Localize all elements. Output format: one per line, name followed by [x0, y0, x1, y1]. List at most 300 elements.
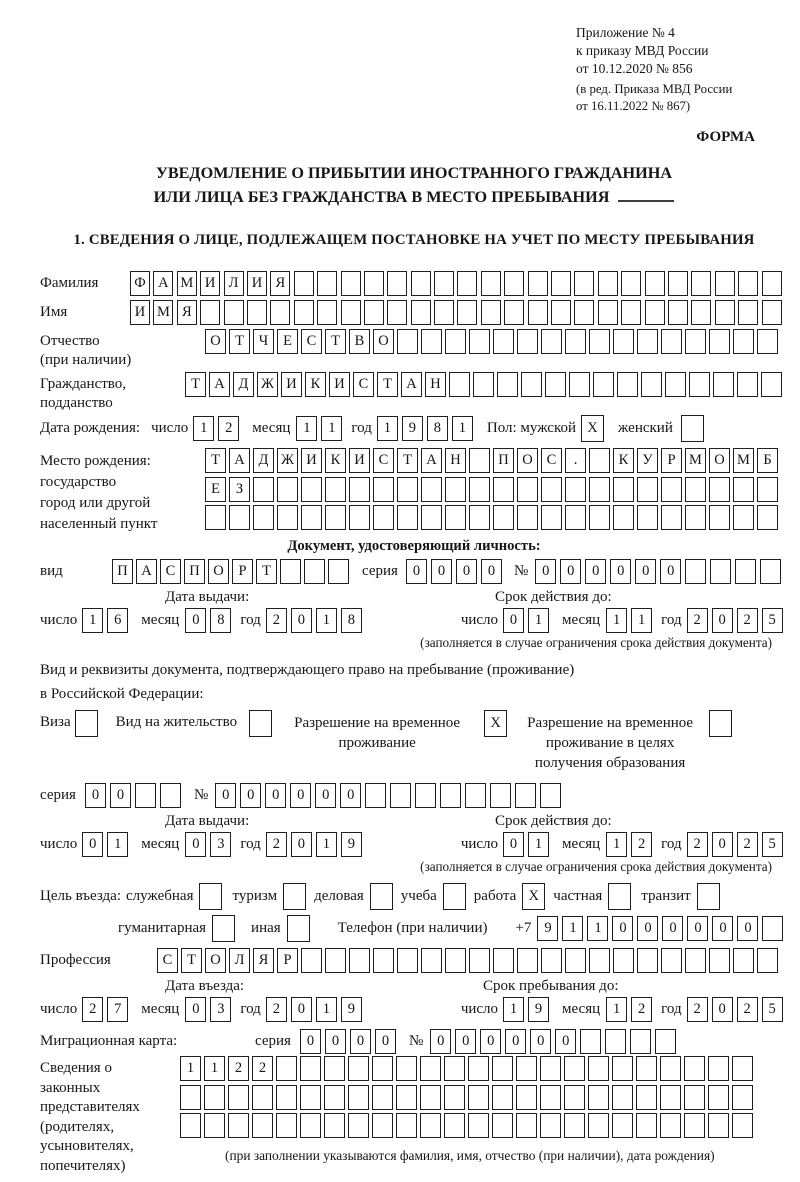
char-cell[interactable]: 1 [107, 832, 128, 857]
doc-issue-month-cells[interactable] [185, 608, 235, 633]
char-cell[interactable]: С [160, 559, 181, 584]
char-cell[interactable] [325, 477, 346, 502]
char-cell[interactable] [300, 1085, 321, 1110]
char-cell[interactable]: Ж [277, 448, 298, 473]
char-cell[interactable] [715, 300, 735, 325]
char-cell[interactable] [420, 1085, 441, 1110]
char-cell[interactable] [481, 300, 501, 325]
char-cell[interactable] [397, 477, 418, 502]
char-cell[interactable] [204, 1085, 225, 1110]
char-cell[interactable] [685, 948, 706, 973]
char-cell[interactable] [204, 1113, 225, 1138]
char-cell[interactable]: Т [181, 948, 202, 973]
char-cell[interactable] [348, 1085, 369, 1110]
char-cell[interactable] [713, 372, 734, 397]
patronymic-cells[interactable] [205, 329, 781, 354]
char-cell[interactable]: А [421, 448, 442, 473]
char-cell[interactable]: Я [253, 948, 274, 973]
char-cell[interactable]: А [229, 448, 250, 473]
entry-year-cells[interactable] [266, 997, 366, 1022]
char-cell[interactable] [565, 477, 586, 502]
char-cell[interactable]: А [136, 559, 157, 584]
char-cell[interactable] [732, 1056, 753, 1081]
char-cell[interactable] [715, 271, 735, 296]
char-cell[interactable]: 1 [193, 416, 214, 441]
char-cell[interactable]: Л [229, 948, 250, 973]
birthplace-cells-row3[interactable] [205, 505, 781, 530]
char-cell[interactable]: 0 [350, 1029, 371, 1054]
char-cell[interactable] [681, 415, 704, 442]
char-cell[interactable]: 2 [737, 608, 758, 633]
char-cell[interactable]: 0 [82, 832, 103, 857]
char-cell[interactable] [372, 1085, 393, 1110]
char-cell[interactable]: С [373, 448, 394, 473]
char-cell[interactable] [294, 271, 314, 296]
char-cell[interactable] [411, 300, 431, 325]
char-cell[interactable] [373, 505, 394, 530]
char-cell[interactable] [317, 300, 337, 325]
char-cell[interactable]: 8 [427, 416, 448, 441]
char-cell[interactable] [689, 372, 710, 397]
birthdate-month-cells[interactable] [296, 416, 346, 441]
char-cell[interactable]: 0 [480, 1029, 501, 1054]
char-cell[interactable]: 2 [737, 997, 758, 1022]
char-cell[interactable] [517, 948, 538, 973]
char-cell[interactable] [540, 1085, 561, 1110]
char-cell[interactable]: 0 [555, 1029, 576, 1054]
char-cell[interactable] [396, 1056, 417, 1081]
char-cell[interactable] [445, 329, 466, 354]
char-cell[interactable]: И [130, 300, 150, 325]
char-cell[interactable]: 1 [321, 416, 342, 441]
char-cell[interactable]: 0 [610, 559, 631, 584]
char-cell[interactable] [372, 1113, 393, 1138]
char-cell[interactable] [421, 505, 442, 530]
char-cell[interactable]: 2 [218, 416, 239, 441]
entry-month-cells[interactable] [185, 997, 235, 1022]
doc-valid-year-cells[interactable] [687, 608, 787, 633]
birthdate-day-cells[interactable] [193, 416, 243, 441]
purpose-option-commercial-checkbox[interactable] [370, 883, 393, 910]
char-cell[interactable] [684, 1056, 705, 1081]
doc-series-cells[interactable] [406, 559, 506, 584]
char-cell[interactable] [685, 329, 706, 354]
char-cell[interactable]: 0 [185, 832, 206, 857]
doc-issue-day-cells[interactable] [82, 608, 132, 633]
char-cell[interactable] [396, 1085, 417, 1110]
char-cell[interactable] [373, 477, 394, 502]
char-cell[interactable] [709, 477, 730, 502]
char-cell[interactable]: Е [277, 329, 298, 354]
char-cell[interactable] [252, 1113, 273, 1138]
char-cell[interactable]: 9 [402, 416, 423, 441]
char-cell[interactable]: 0 [85, 783, 106, 808]
option-temp-residence-education-checkbox[interactable] [709, 710, 732, 737]
char-cell[interactable] [589, 505, 610, 530]
char-cell[interactable] [492, 1113, 513, 1138]
char-cell[interactable] [493, 477, 514, 502]
char-cell[interactable] [434, 271, 454, 296]
char-cell[interactable] [668, 271, 688, 296]
char-cell[interactable] [445, 948, 466, 973]
char-cell[interactable] [324, 1056, 345, 1081]
char-cell[interactable] [738, 271, 758, 296]
char-cell[interactable] [397, 329, 418, 354]
char-cell[interactable] [733, 505, 754, 530]
representatives-cells-row3[interactable] [180, 1113, 756, 1138]
char-cell[interactable] [504, 271, 524, 296]
char-cell[interactable]: В [349, 329, 370, 354]
char-cell[interactable] [708, 1056, 729, 1081]
stay-until-month-cells[interactable] [606, 997, 656, 1022]
char-cell[interactable] [691, 271, 711, 296]
char-cell[interactable]: Т [377, 372, 398, 397]
char-cell[interactable]: 2 [687, 832, 708, 857]
char-cell[interactable] [420, 1113, 441, 1138]
char-cell[interactable]: Р [661, 448, 682, 473]
char-cell[interactable]: Е [205, 477, 226, 502]
gender-female-checkbox[interactable] [681, 415, 704, 442]
char-cell[interactable]: Р [232, 559, 253, 584]
char-cell[interactable]: С [157, 948, 178, 973]
char-cell[interactable] [661, 948, 682, 973]
char-cell[interactable] [517, 329, 538, 354]
char-cell[interactable] [613, 948, 634, 973]
char-cell[interactable] [493, 329, 514, 354]
char-cell[interactable]: 9 [341, 832, 362, 857]
char-cell[interactable]: 0 [503, 608, 524, 633]
stay-doc-valid-month-cells[interactable] [606, 832, 656, 857]
char-cell[interactable]: Т [397, 448, 418, 473]
char-cell[interactable] [300, 1056, 321, 1081]
char-cell[interactable] [276, 1056, 297, 1081]
char-cell[interactable] [421, 329, 442, 354]
char-cell[interactable]: 9 [537, 916, 558, 941]
char-cell[interactable] [328, 559, 349, 584]
char-cell[interactable] [300, 1113, 321, 1138]
char-cell[interactable]: 0 [185, 997, 206, 1022]
char-cell[interactable] [564, 1056, 585, 1081]
char-cell[interactable] [613, 477, 634, 502]
char-cell[interactable] [565, 505, 586, 530]
birthplace-cells-row2[interactable] [205, 477, 781, 502]
stay-doc-issue-year-cells[interactable] [266, 832, 366, 857]
char-cell[interactable]: 0 [560, 559, 581, 584]
char-cell[interactable]: Н [445, 448, 466, 473]
char-cell[interactable] [411, 271, 431, 296]
char-cell[interactable] [661, 505, 682, 530]
char-cell[interactable]: О [205, 948, 226, 973]
char-cell[interactable] [396, 1113, 417, 1138]
char-cell[interactable]: 2 [82, 997, 103, 1022]
purpose-option-private-checkbox[interactable] [608, 883, 631, 910]
char-cell[interactable] [541, 329, 562, 354]
char-cell[interactable] [612, 1113, 633, 1138]
birthdate-year-cells[interactable] [377, 416, 477, 441]
char-cell[interactable]: 1 [562, 916, 583, 941]
char-cell[interactable]: Р [277, 948, 298, 973]
char-cell[interactable]: 1 [316, 608, 337, 633]
char-cell[interactable] [551, 271, 571, 296]
char-cell[interactable] [528, 300, 548, 325]
char-cell[interactable] [276, 1113, 297, 1138]
char-cell[interactable]: 1 [452, 416, 473, 441]
char-cell[interactable]: З [229, 477, 250, 502]
char-cell[interactable] [497, 372, 518, 397]
char-cell[interactable]: 0 [505, 1029, 526, 1054]
char-cell[interactable] [444, 1085, 465, 1110]
char-cell[interactable] [365, 783, 386, 808]
char-cell[interactable] [661, 477, 682, 502]
char-cell[interactable] [574, 271, 594, 296]
char-cell[interactable]: 8 [341, 608, 362, 633]
char-cell[interactable] [598, 271, 618, 296]
char-cell[interactable] [160, 783, 181, 808]
char-cell[interactable]: П [493, 448, 514, 473]
char-cell[interactable]: Б [757, 448, 778, 473]
char-cell[interactable]: 1 [82, 608, 103, 633]
char-cell[interactable] [301, 477, 322, 502]
char-cell[interactable] [757, 948, 778, 973]
char-cell[interactable]: 7 [107, 997, 128, 1022]
char-cell[interactable] [733, 477, 754, 502]
char-cell[interactable] [541, 948, 562, 973]
char-cell[interactable] [732, 1113, 753, 1138]
char-cell[interactable] [247, 300, 267, 325]
char-cell[interactable] [349, 948, 370, 973]
char-cell[interactable]: 0 [481, 559, 502, 584]
char-cell[interactable]: 0 [325, 1029, 346, 1054]
char-cell[interactable] [709, 710, 732, 737]
char-cell[interactable] [199, 883, 222, 910]
char-cell[interactable]: С [301, 329, 322, 354]
char-cell[interactable] [387, 300, 407, 325]
option-visa-checkbox[interactable] [75, 710, 98, 737]
char-cell[interactable] [294, 300, 314, 325]
char-cell[interactable] [469, 448, 490, 473]
char-cell[interactable]: 2 [687, 608, 708, 633]
char-cell[interactable]: О [373, 329, 394, 354]
char-cell[interactable] [685, 559, 706, 584]
char-cell[interactable]: 2 [687, 997, 708, 1022]
char-cell[interactable] [348, 1056, 369, 1081]
char-cell[interactable] [224, 300, 244, 325]
char-cell[interactable] [469, 329, 490, 354]
char-cell[interactable] [762, 916, 783, 941]
char-cell[interactable]: 0 [662, 916, 683, 941]
char-cell[interactable]: И [329, 372, 350, 397]
char-cell[interactable]: 0 [712, 832, 733, 857]
char-cell[interactable] [75, 710, 98, 737]
char-cell[interactable] [516, 1113, 537, 1138]
char-cell[interactable] [468, 1113, 489, 1138]
char-cell[interactable] [492, 1085, 513, 1110]
migration-card-series-cells[interactable] [300, 1029, 400, 1054]
char-cell[interactable] [641, 372, 662, 397]
char-cell[interactable]: 2 [266, 997, 287, 1022]
char-cell[interactable] [469, 948, 490, 973]
char-cell[interactable]: Я [270, 271, 290, 296]
stay-doc-valid-day-cells[interactable] [503, 832, 553, 857]
char-cell[interactable] [545, 372, 566, 397]
char-cell[interactable]: 1 [587, 916, 608, 941]
char-cell[interactable]: 0 [215, 783, 236, 808]
char-cell[interactable]: М [177, 271, 197, 296]
char-cell[interactable]: 2 [631, 997, 652, 1022]
title-blank-field[interactable] [618, 189, 674, 202]
char-cell[interactable] [636, 1085, 657, 1110]
char-cell[interactable] [589, 948, 610, 973]
doc-issue-year-cells[interactable] [266, 608, 366, 633]
char-cell[interactable]: X [484, 710, 507, 737]
char-cell[interactable]: 1 [316, 997, 337, 1022]
char-cell[interactable] [469, 477, 490, 502]
char-cell[interactable] [301, 948, 322, 973]
char-cell[interactable]: 0 [503, 832, 524, 857]
char-cell[interactable] [541, 477, 562, 502]
char-cell[interactable] [465, 783, 486, 808]
char-cell[interactable]: П [112, 559, 133, 584]
char-cell[interactable] [762, 300, 782, 325]
doc-number-cells[interactable] [535, 559, 785, 584]
char-cell[interactable]: 0 [635, 559, 656, 584]
char-cell[interactable]: Д [233, 372, 254, 397]
surname-cells[interactable] [130, 271, 785, 296]
char-cell[interactable] [733, 948, 754, 973]
representatives-cells-row2[interactable] [180, 1085, 756, 1110]
representatives-cells-row1[interactable] [180, 1056, 756, 1081]
char-cell[interactable] [421, 948, 442, 973]
char-cell[interactable]: 3 [210, 832, 231, 857]
char-cell[interactable] [636, 1056, 657, 1081]
char-cell[interactable]: 0 [660, 559, 681, 584]
char-cell[interactable]: 0 [456, 559, 477, 584]
char-cell[interactable]: Т [205, 448, 226, 473]
char-cell[interactable]: 0 [455, 1029, 476, 1054]
char-cell[interactable] [349, 505, 370, 530]
char-cell[interactable]: И [247, 271, 267, 296]
char-cell[interactable] [708, 1085, 729, 1110]
char-cell[interactable]: 1 [528, 608, 549, 633]
char-cell[interactable]: 0 [290, 783, 311, 808]
char-cell[interactable] [709, 329, 730, 354]
char-cell[interactable] [493, 505, 514, 530]
char-cell[interactable] [180, 1113, 201, 1138]
char-cell[interactable]: И [281, 372, 302, 397]
char-cell[interactable] [685, 505, 706, 530]
char-cell[interactable] [737, 372, 758, 397]
stay-doc-series-cells[interactable] [85, 783, 185, 808]
char-cell[interactable] [444, 1113, 465, 1138]
char-cell[interactable] [517, 477, 538, 502]
char-cell[interactable]: Н [425, 372, 446, 397]
char-cell[interactable] [515, 783, 536, 808]
char-cell[interactable] [445, 505, 466, 530]
stay-doc-valid-year-cells[interactable] [687, 832, 787, 857]
char-cell[interactable]: К [613, 448, 634, 473]
char-cell[interactable]: Ф [130, 271, 150, 296]
char-cell[interactable]: О [517, 448, 538, 473]
char-cell[interactable] [733, 329, 754, 354]
char-cell[interactable] [541, 505, 562, 530]
char-cell[interactable] [613, 329, 634, 354]
char-cell[interactable] [277, 477, 298, 502]
char-cell[interactable]: 0 [712, 608, 733, 633]
char-cell[interactable] [493, 948, 514, 973]
birthplace-cells-row1[interactable] [205, 448, 781, 473]
purpose-option-humanitarian-checkbox[interactable] [212, 915, 235, 942]
char-cell[interactable] [645, 300, 665, 325]
char-cell[interactable]: 1 [631, 608, 652, 633]
char-cell[interactable] [685, 477, 706, 502]
char-cell[interactable] [660, 1085, 681, 1110]
char-cell[interactable] [364, 271, 384, 296]
purpose-option-tourism-checkbox[interactable] [283, 883, 306, 910]
char-cell[interactable]: 5 [762, 832, 783, 857]
char-cell[interactable] [212, 915, 235, 942]
char-cell[interactable] [528, 271, 548, 296]
char-cell[interactable]: А [209, 372, 230, 397]
stay-until-year-cells[interactable] [687, 997, 787, 1022]
char-cell[interactable]: Я [177, 300, 197, 325]
char-cell[interactable] [540, 1056, 561, 1081]
char-cell[interactable] [621, 271, 641, 296]
char-cell[interactable] [444, 1056, 465, 1081]
char-cell[interactable] [349, 477, 370, 502]
char-cell[interactable] [569, 372, 590, 397]
char-cell[interactable] [684, 1085, 705, 1110]
char-cell[interactable] [710, 559, 731, 584]
char-cell[interactable] [738, 300, 758, 325]
char-cell[interactable]: 1 [180, 1056, 201, 1081]
char-cell[interactable] [397, 505, 418, 530]
char-cell[interactable] [660, 1056, 681, 1081]
firstname-cells[interactable] [130, 300, 785, 325]
char-cell[interactable]: М [733, 448, 754, 473]
char-cell[interactable] [621, 300, 641, 325]
char-cell[interactable] [589, 448, 610, 473]
char-cell[interactable] [665, 372, 686, 397]
stay-doc-issue-month-cells[interactable] [185, 832, 235, 857]
char-cell[interactable] [540, 783, 561, 808]
char-cell[interactable] [589, 477, 610, 502]
char-cell[interactable] [253, 505, 274, 530]
entry-day-cells[interactable] [82, 997, 132, 1022]
char-cell[interactable] [684, 1113, 705, 1138]
char-cell[interactable] [565, 948, 586, 973]
char-cell[interactable]: О [709, 448, 730, 473]
char-cell[interactable]: 0 [240, 783, 261, 808]
char-cell[interactable] [469, 505, 490, 530]
char-cell[interactable]: 9 [341, 997, 362, 1022]
char-cell[interactable] [757, 505, 778, 530]
purpose-option-other-checkbox[interactable] [287, 915, 310, 942]
char-cell[interactable]: X [581, 415, 604, 442]
option-residence-permit-checkbox[interactable] [249, 710, 272, 737]
char-cell[interactable] [252, 1085, 273, 1110]
char-cell[interactable] [732, 1085, 753, 1110]
phone-cells[interactable] [537, 916, 787, 941]
stay-until-day-cells[interactable] [503, 997, 553, 1022]
profession-cells[interactable] [157, 948, 781, 973]
char-cell[interactable]: 0 [375, 1029, 396, 1054]
char-cell[interactable]: П [184, 559, 205, 584]
char-cell[interactable]: 9 [528, 997, 549, 1022]
char-cell[interactable]: 1 [606, 832, 627, 857]
char-cell[interactable] [605, 1029, 626, 1054]
char-cell[interactable] [757, 329, 778, 354]
char-cell[interactable] [304, 559, 325, 584]
